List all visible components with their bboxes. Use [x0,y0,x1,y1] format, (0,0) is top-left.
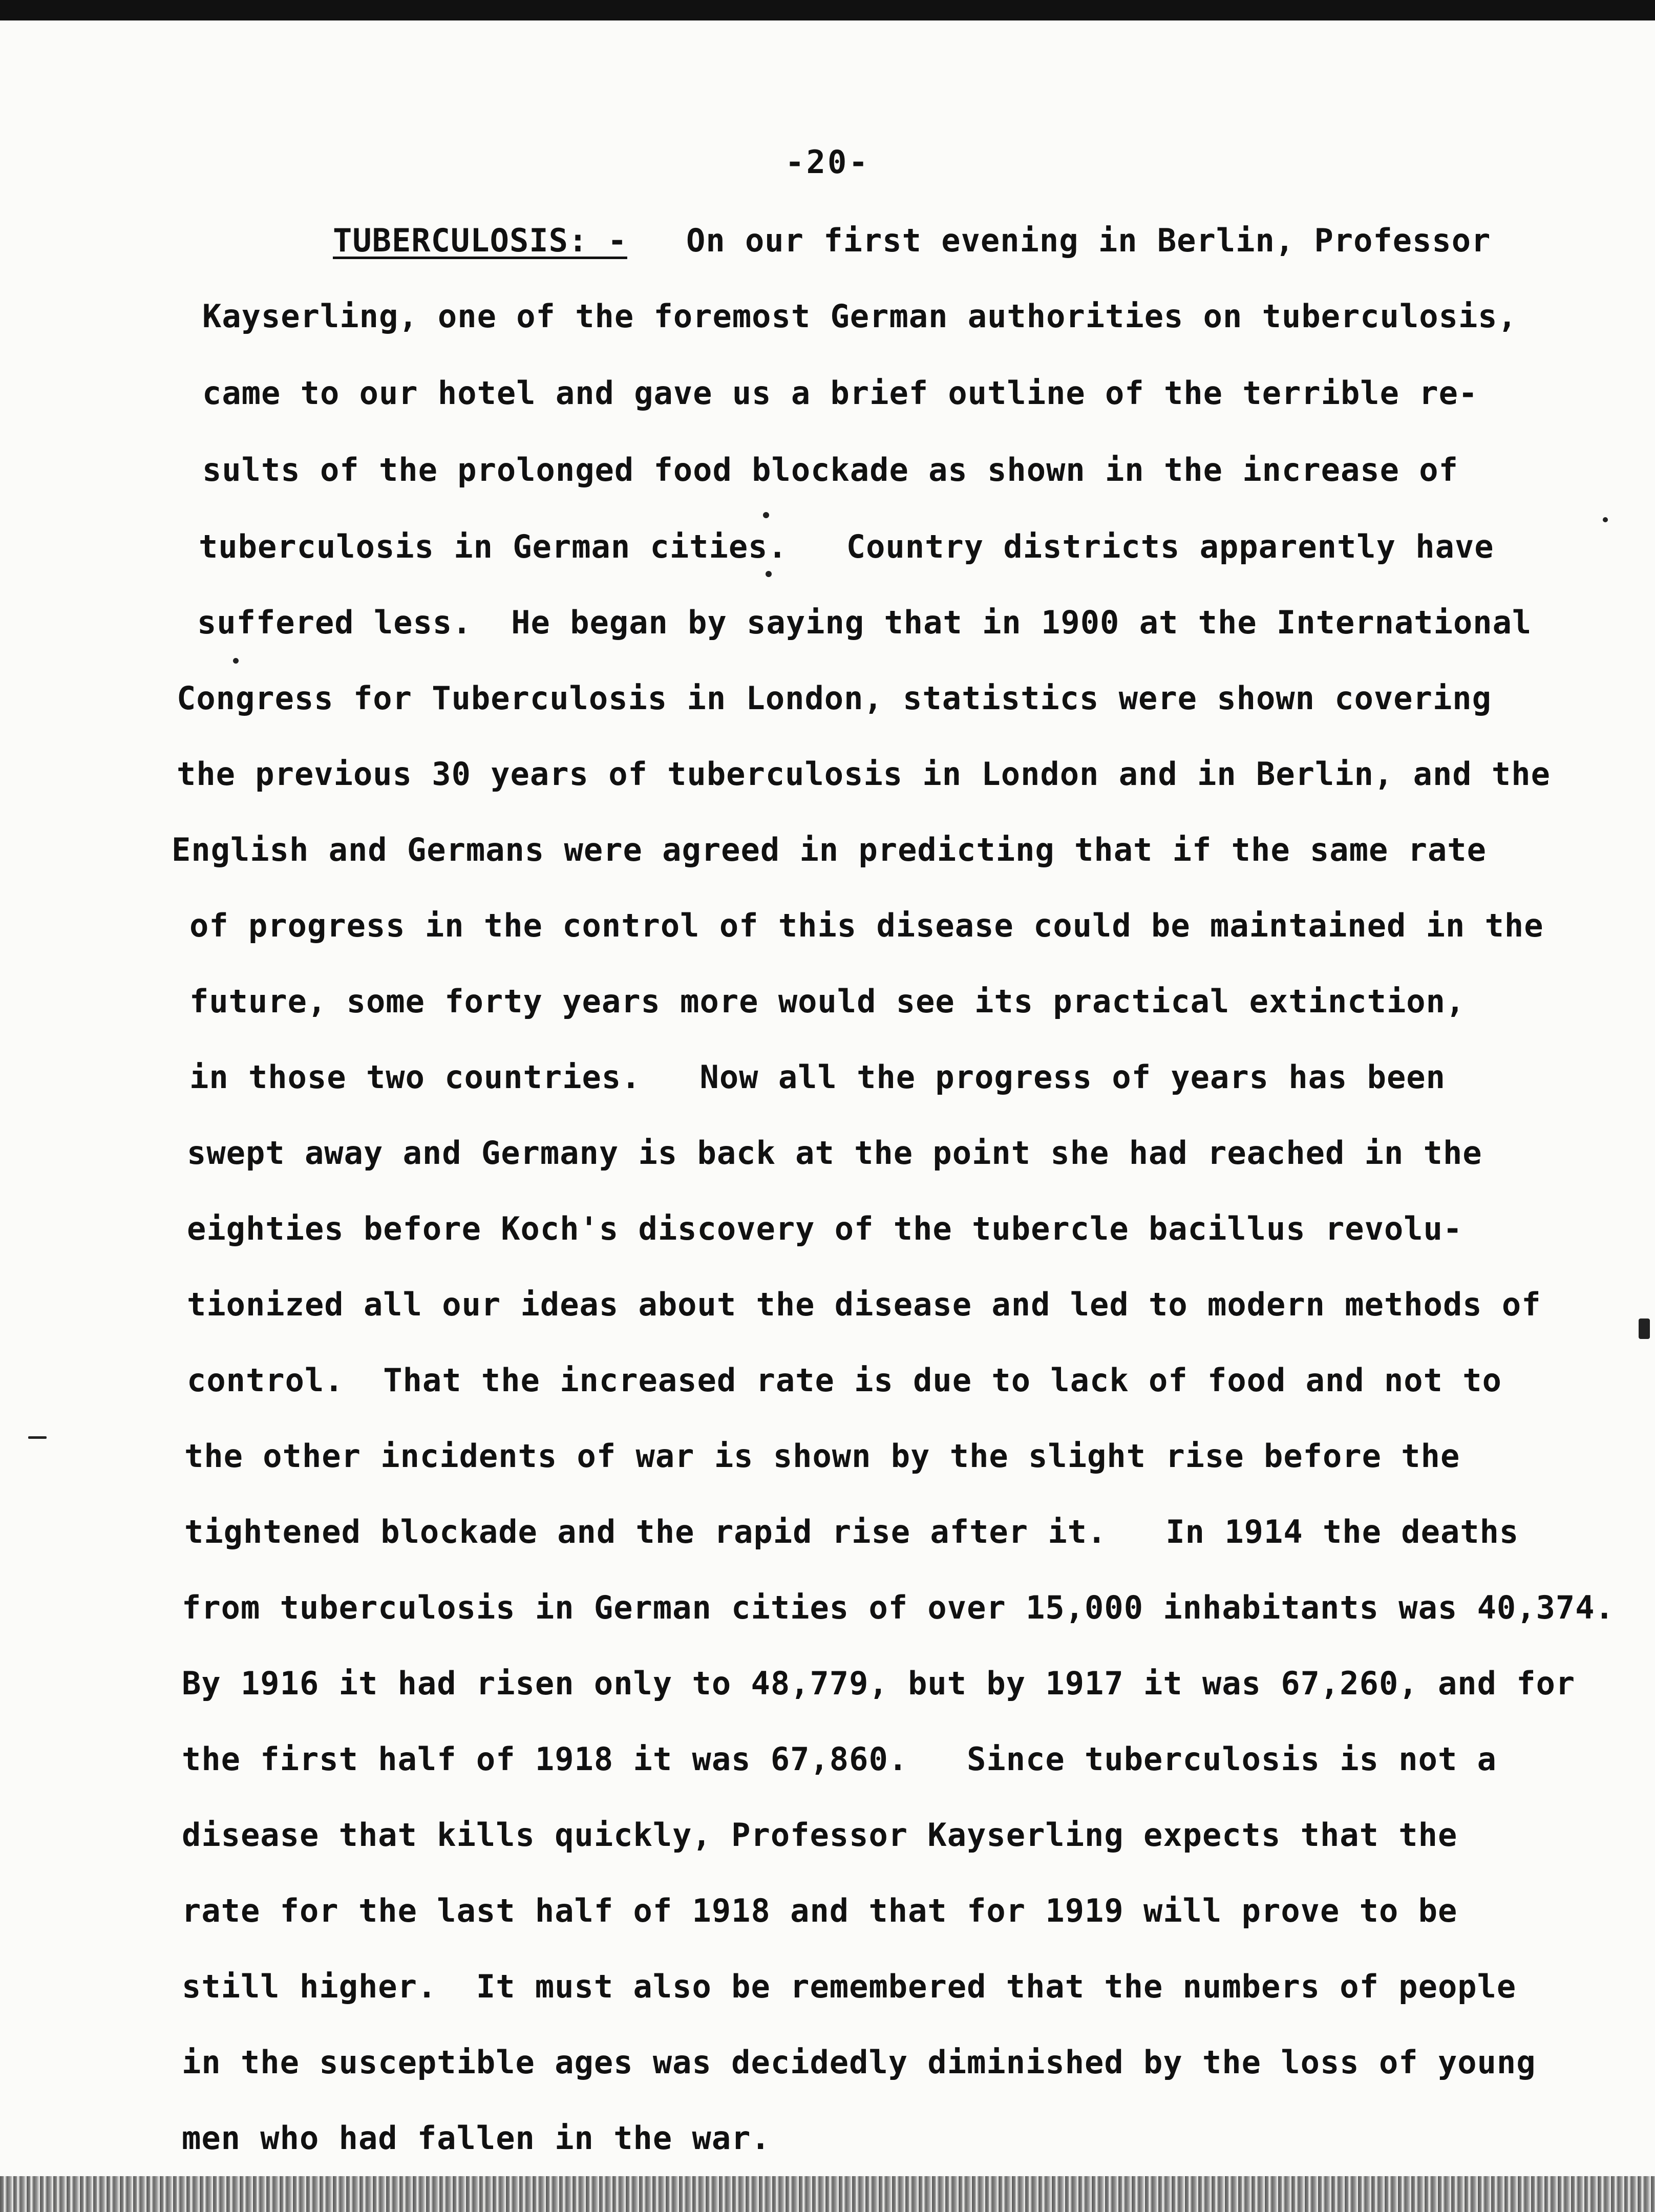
scan-bottom-edge [0,2176,1655,2212]
text-line-14: eighties before Koch's discovery of the tubercle bacillus revolu- [187,1210,1463,1247]
text-line-16: control. That the increased rate is due to lack of food and not to [187,1362,1502,1399]
text-line-8: the previous 30 years of tuberculosis in London and in Berlin, and the [177,755,1551,793]
text-line-4: sults of the prolonged food blockade as shown in the increase of [202,451,1458,488]
text-line-19: from tuberculosis in German cities of over 15,000 inhabitants was 40,374. [182,1589,1615,1626]
text-line-21: the first half of 1918 it was 67,860. Since tuberculosis is not a [182,1740,1497,1778]
text-line-6: suffered less. He began by saying that in 1900 at the International [197,604,1532,641]
text-line-3: came to our hotel and gave us a brief outline of the terrible re- [202,374,1478,412]
scan-mark [28,1436,47,1439]
scan-speck [766,571,772,577]
text-line-10: of progress in the control of this disease could be maintained in the [189,907,1544,944]
text-line-5: tuberculosis in German cities. Country districts apparently have [199,528,1494,565]
text-line-7: Congress for Tuberculosis in London, statistics were shown covering [177,679,1492,717]
section-heading: TUBERCULOSIS: - [333,222,627,259]
text-line-24: still higher. It must also be remembered that the numbers of people [182,1968,1517,2005]
text-line-9: English and Germans were agreed in predicting that if the same rate [172,831,1487,868]
scan-speck [763,512,769,518]
page-number: -20- [785,143,870,181]
scan-speck [1603,517,1608,522]
text-line-22: disease that kills quickly, Professor Kayserling expects that the [182,1816,1458,1854]
text-line-23: rate for the last half of 1918 and that for 1919 will prove to be [182,1892,1458,1929]
scan-mark [1639,1318,1650,1339]
scan-top-edge [0,0,1655,20]
text-line-25: in the susceptible ages was decidedly diminished by the loss of young [182,2044,1536,2081]
text-line-1: On our first evening in Berlin, Professor [686,222,1491,259]
text-line-17: the other incidents of war is shown by the slight rise before the [184,1437,1460,1475]
text-line-2: Kayserling, one of the foremost German authorities on tuberculosis, [202,297,1517,335]
text-line-26: men who had fallen in the war. [182,2119,771,2157]
text-line-15: tionized all our ideas about the disease and led to modern methods of [187,1286,1541,1323]
text-line-12: in those two countries. Now all the progress of years has been [189,1058,1446,1096]
text-line-13: swept away and Germany is back at the point she had reached in the [187,1134,1482,1172]
scan-speck [233,658,239,664]
text-line-20: By 1916 it had risen only to 48,779, but by 1917 it was 67,260, and for [182,1665,1576,1702]
text-line-11: future, some forty years more would see its practical extinction, [189,983,1466,1020]
text-line-18: tightened blockade and the rapid rise after it. In 1914 the deaths [184,1513,1519,1550]
